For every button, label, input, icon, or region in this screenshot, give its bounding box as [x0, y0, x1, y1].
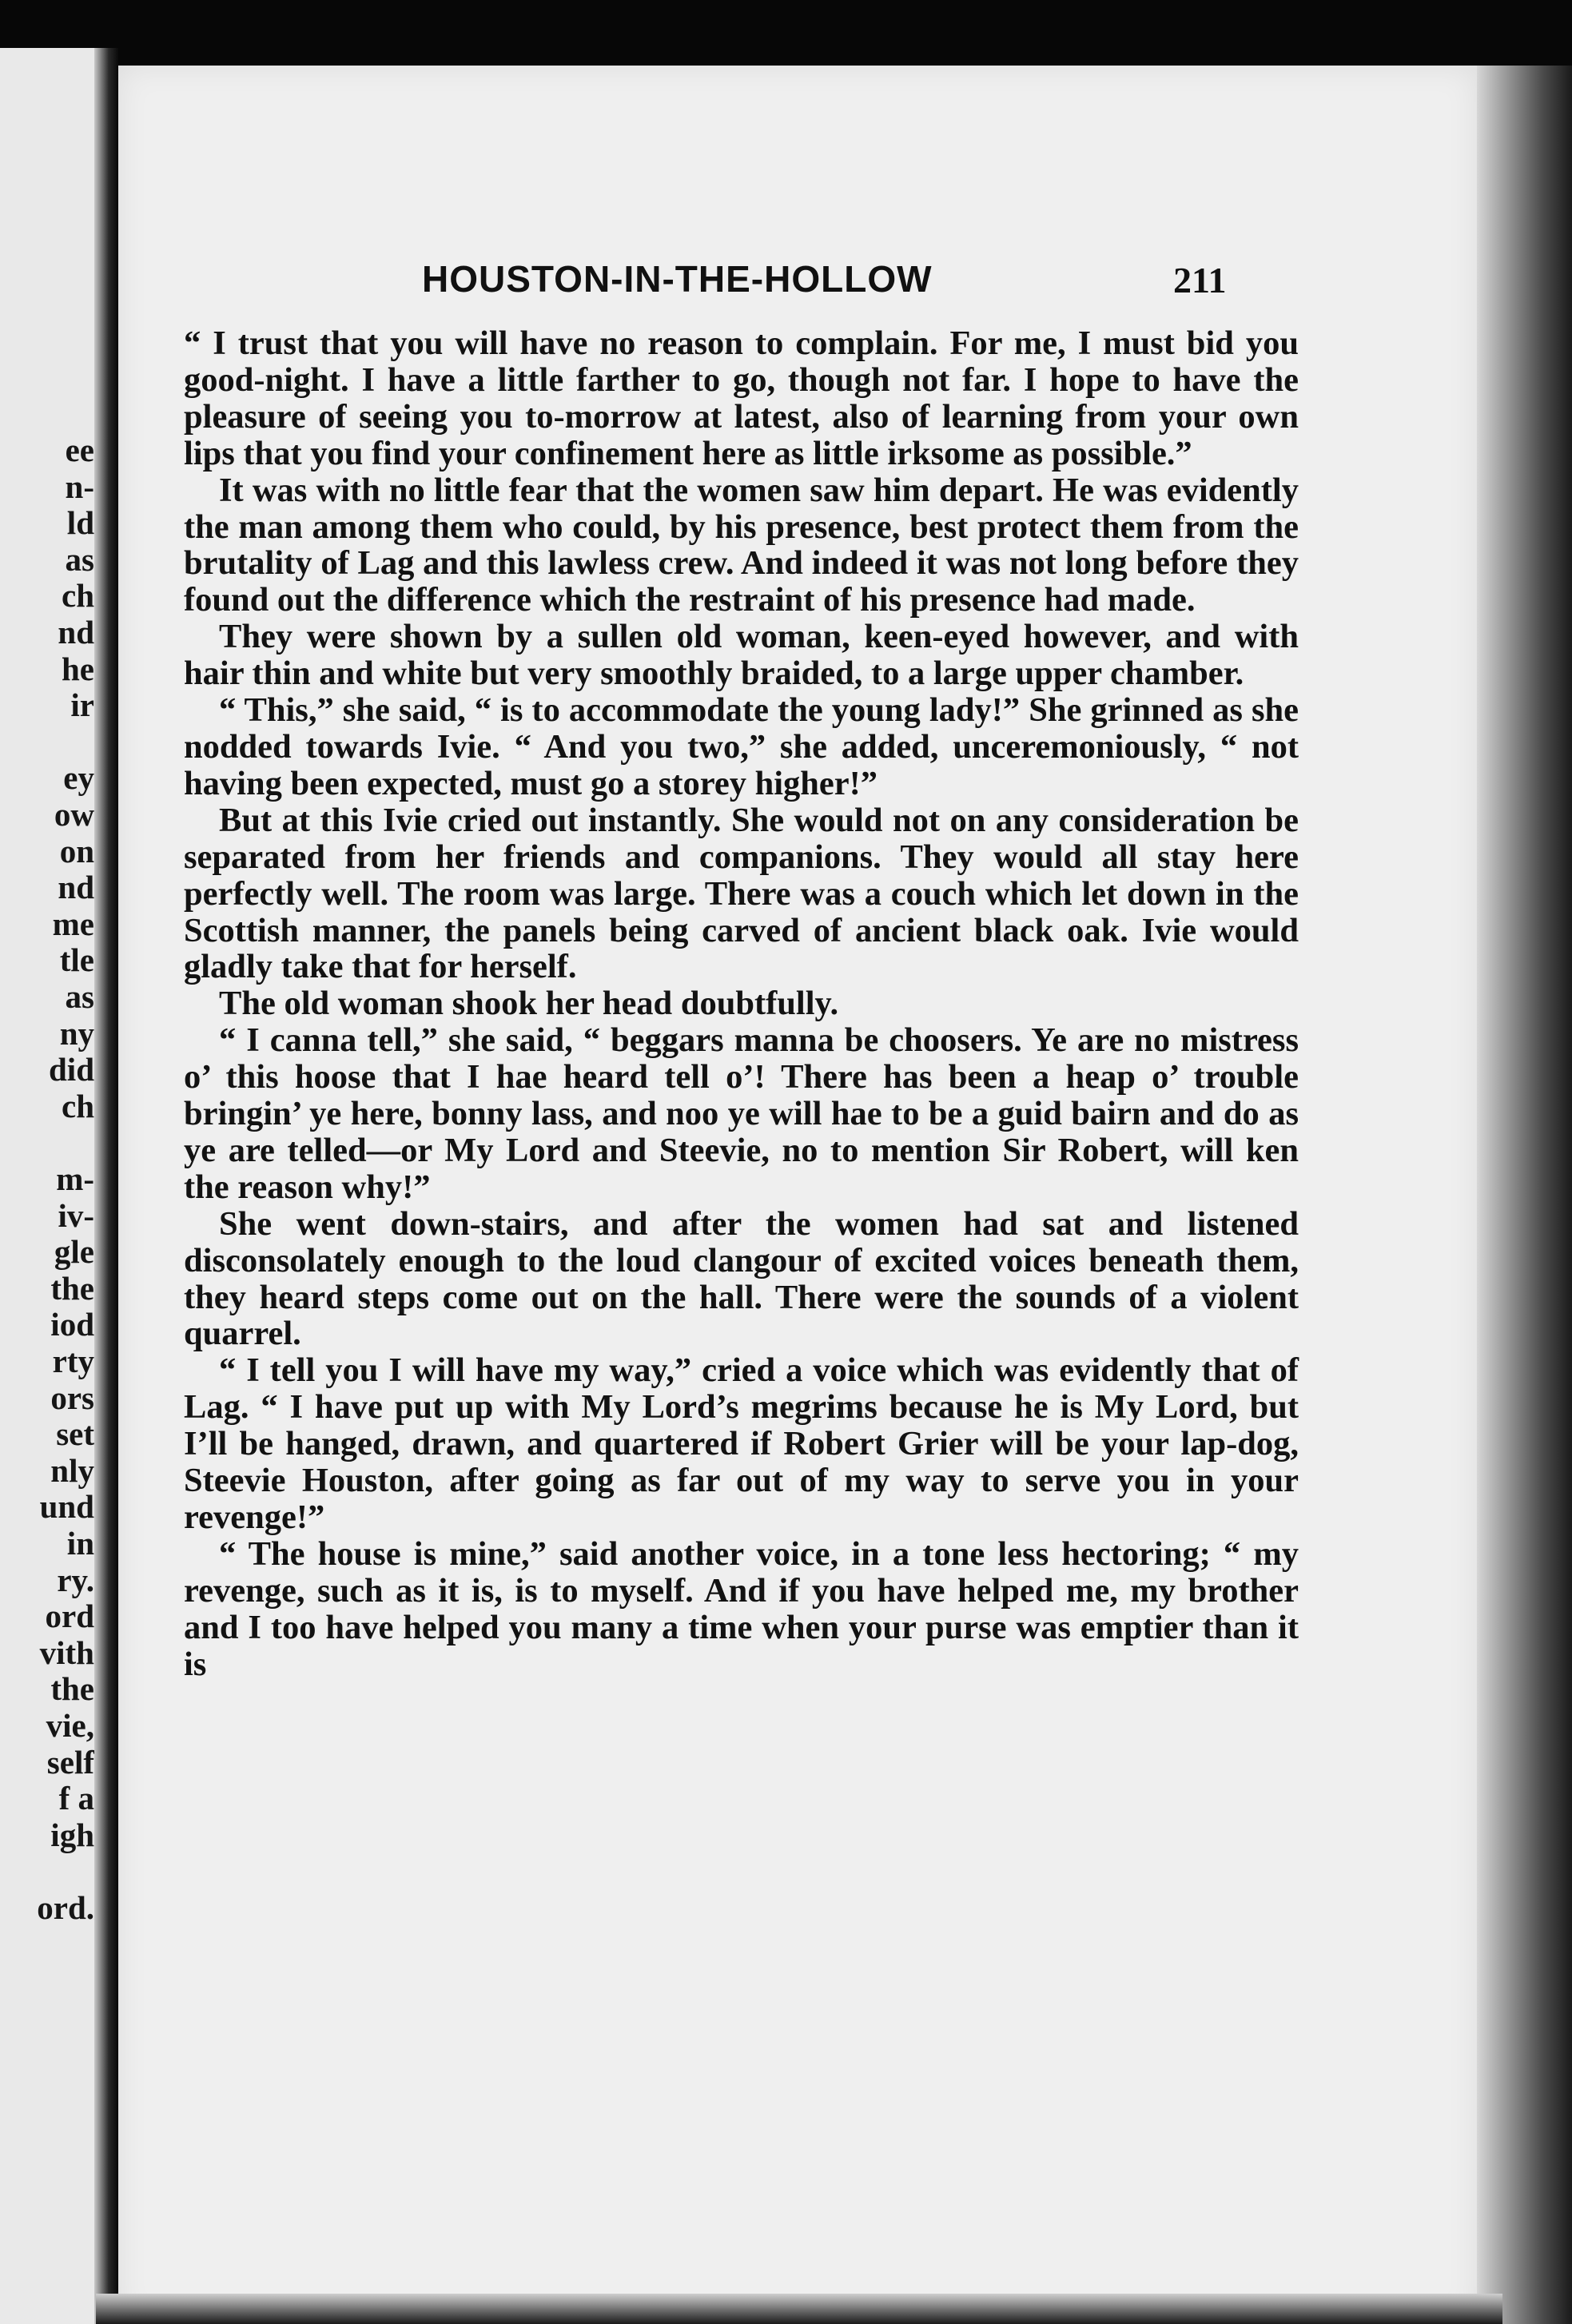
running-head: HOUSTON-IN-THE-HOLLOW: [422, 258, 933, 300]
facing-page-fragment: as: [65, 978, 94, 1015]
facing-page-fragment: he: [62, 650, 94, 687]
gutter-shadow: [94, 48, 118, 2324]
paragraph: “ The house is mine,” said another voice, in a tone less hectoring; “ my revenge, such as it is, is to myself. And if you have helped me, my brother and I too have helped you many a time when your purse was emptier than it is: [184, 1534, 1299, 1683]
paragraph: They were shown by a sullen old woman, keen-eyed however, and with hair thin and white but very smoothly braided, to a large upper chamber.: [184, 618, 1299, 693]
facing-page-fragment: ch: [62, 1087, 94, 1124]
paragraph: She went down-stairs, and after the women had sat and listened disconsolately enough to the loud clangour of excited voices beneath them, they heard steps come out on the hall. There were the sounds of a violent quarrel.: [184, 1204, 1299, 1353]
facing-page-fragment: did: [49, 1051, 94, 1088]
paragraph: “ I canna tell,” she said, “ beggars manna be choosers. Ye are no mistress o’ this hoose that I hae heard tell o’! There has been a heap o’ trouble bringin’ ye here, bonny lass, and noo ye will hae to be a guid bairn and do as ye are telled—or My Lord and Steevie, no to mention Sir Robert, will ken the reason why!”: [184, 1021, 1299, 1206]
facing-page-fragment: on: [59, 832, 94, 870]
facing-page-fragment: self: [46, 1743, 94, 1781]
paragraph: It was with no little fear that the women saw him depart. He was evidently the man among them who could, by his presence, best protect them from the brutality of Lag and this lawless crew. And indeed it was not long before they found out the difference which the restraint of his presence had made.: [184, 471, 1299, 619]
facing-page-fragment: as: [65, 540, 94, 578]
facing-page-fragment: ld: [66, 504, 94, 542]
facing-page-edge: [0, 48, 102, 2324]
page-bottom-shadow: [96, 2294, 1502, 2324]
facing-page-fragment: nd: [58, 869, 94, 906]
film-border: [0, 0, 1572, 72]
book-page: [118, 66, 1477, 2324]
facing-page-fragment: nd: [58, 614, 94, 651]
body-text: [184, 325, 1299, 1683]
facing-page-fragment: ord.: [37, 1889, 94, 1926]
facing-page-fragment: rty: [52, 1343, 94, 1379]
facing-page-fragment: iod: [50, 1306, 94, 1343]
page-header: [118, 257, 1477, 313]
page-number: 211: [1173, 260, 1227, 300]
facing-page-fragment: ord: [45, 1598, 94, 1635]
facing-page-fragment: set: [56, 1415, 94, 1453]
facing-page-fragment: ny: [59, 1014, 94, 1052]
facing-page-fragment: ry.: [57, 1561, 94, 1598]
paragraph: The old woman shook her head doubtfully.: [219, 985, 839, 1023]
facing-page-fragment: m-: [56, 1160, 94, 1197]
facing-page-fragment: gle: [54, 1233, 94, 1271]
facing-page-fragment: in: [66, 1525, 94, 1562]
paragraph: “ I tell you I will have my way,” cried a voice which was evidently that of Lag. “ I have put up with My Lord’s megrims because he is My Lord, but I’ll be hanged, drawn, and quartered if Robert Grier will be your lap-dog, Steevie Houston, after going as far out of my way to serve you in your revenge!”: [184, 1351, 1299, 1536]
paragraph: But at this Ivie cried out instantly. She would not on any consideration be separated from her friends and companions. They would all stay here perfectly well. The room was large. There was a couch which let down in the Scottish manner, the panels being carved of ancient black oak. Ivie would gladly take that for herself.: [184, 801, 1299, 986]
paragraph: “ I trust that you will have no reason to complain. For me, I must bid you good-night. I have a little farther to go, though not far. I hope to have the pleasure of seeing you to-morrow at latest, also of learning from your own lips that you find your confinement here as little irksome as possible.”: [184, 324, 1299, 472]
facing-page-fragment: tle: [59, 941, 94, 979]
facing-page-fragment: ir: [70, 686, 94, 724]
paragraph: “ This,” she said, “ is to accommodate the young lady!” She grinned as she nodded towards Ivie. “ And you two,” she added, unceremoniously, “ not having been expected, must go a storey higher!”: [184, 691, 1299, 802]
facing-page-fragment: vie,: [46, 1707, 94, 1744]
facing-page-fragment: vith: [39, 1634, 94, 1671]
facing-page-fragment: nly: [50, 1451, 94, 1489]
facing-page-fragment: the: [50, 1269, 94, 1307]
facing-page-fragment: ch: [62, 577, 94, 615]
facing-page-fragment: f a: [58, 1780, 94, 1817]
facing-page-fragment: iv-: [58, 1196, 94, 1234]
page-fore-edge: [1477, 66, 1572, 2324]
facing-page-fragment: n-: [65, 468, 94, 505]
facing-page-fragment: und: [39, 1488, 94, 1526]
facing-page-fragment: ey: [63, 759, 94, 797]
facing-page-fragment: igh: [50, 1816, 94, 1853]
facing-page-fragment: me: [52, 905, 94, 942]
facing-page-fragment: ee: [65, 432, 94, 468]
facing-page-fragment: ow: [54, 796, 94, 833]
facing-page-fragment: ors: [50, 1379, 94, 1416]
facing-page-fragment: the: [50, 1670, 94, 1708]
